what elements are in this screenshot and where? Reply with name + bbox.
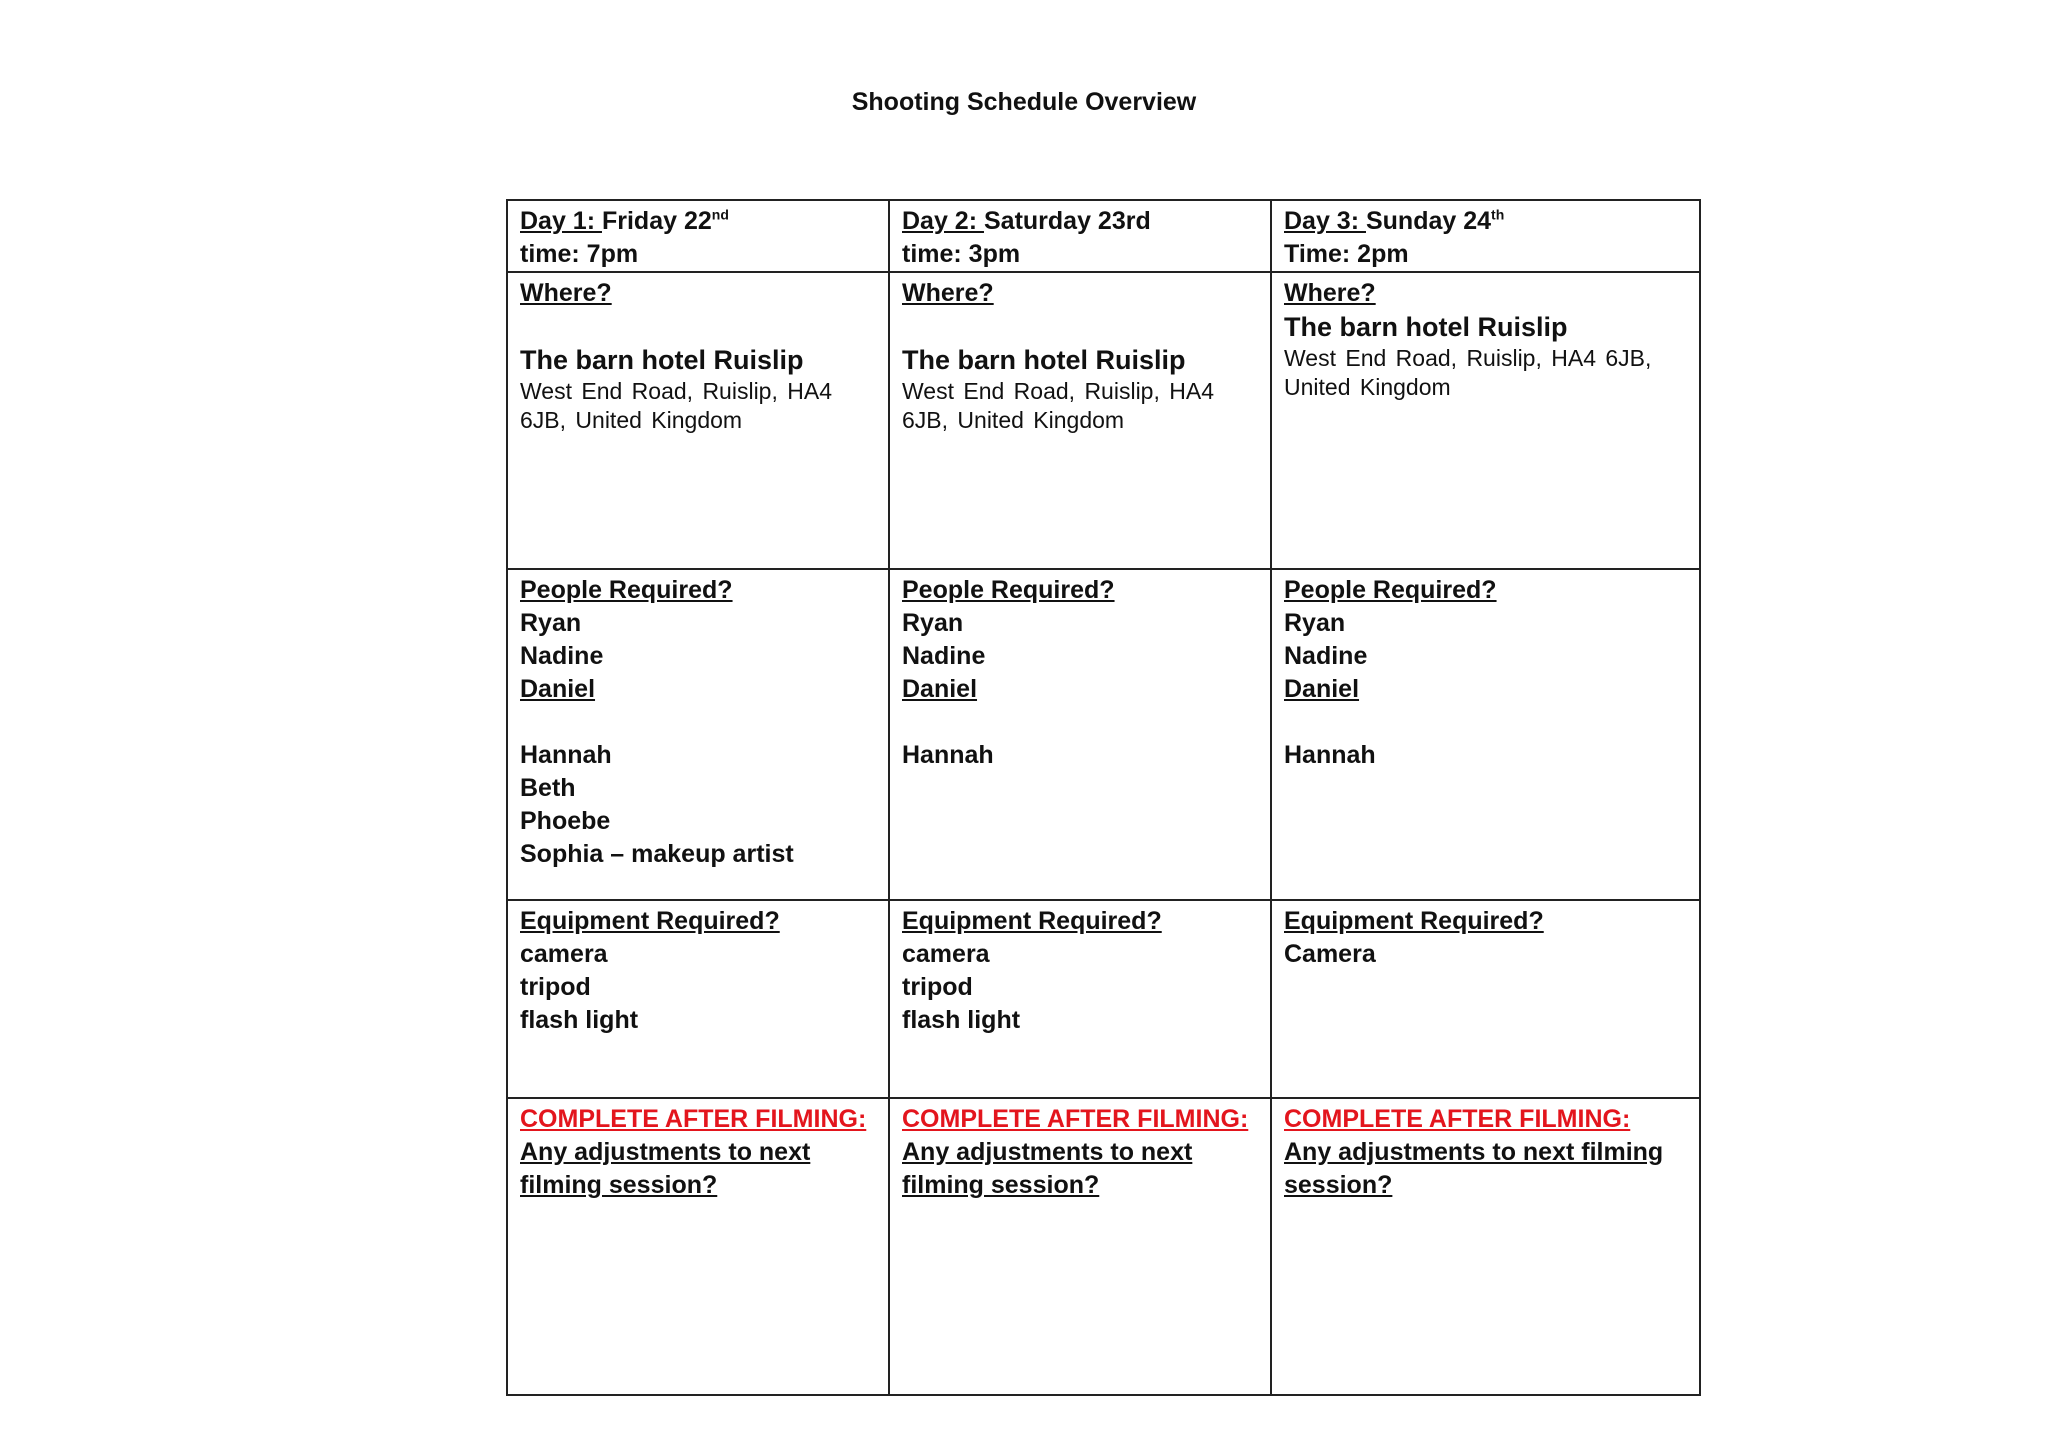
person-name: Hannah (520, 741, 612, 769)
person-name: Phoebe (520, 807, 611, 835)
where-heading: Where? (520, 279, 612, 307)
day-cell-3 (1271, 200, 1700, 272)
time-text: Time: 2pm (1284, 240, 1409, 268)
equipment-item: camera (520, 940, 608, 968)
day-name: Saturday 23rd (983, 207, 1151, 235)
equipment-item: tripod (902, 973, 973, 1001)
people-cell-2 (889, 569, 1271, 900)
where-cell-2 (889, 272, 1271, 569)
equipment-item: flash light (902, 1006, 1021, 1034)
where-cell-3 (1271, 272, 1700, 569)
venue-address: West End Road, Ruislip, HA4 6JB, United Kingdom (1284, 345, 1652, 400)
people-heading: People Required? (520, 576, 733, 604)
person-name: Hannah (902, 741, 994, 769)
venue-name: The barn hotel Ruislip (1284, 312, 1568, 342)
where-heading: Where? (1284, 279, 1376, 307)
equipment-item: flash light (520, 1006, 639, 1034)
people-cell-3 (1271, 569, 1700, 900)
venue-address: West End Road, Ruislip, HA4 6JB, United Kingdom (902, 378, 1214, 433)
person-name: Nadine (520, 642, 604, 670)
people-row (507, 569, 1700, 900)
person-name: Daniel (520, 675, 596, 703)
venue-name: The barn hotel Ruislip (902, 345, 1186, 375)
complete-after-filming-heading: COMPLETE AFTER FILMING: (902, 1105, 1249, 1133)
adjustments-question: Any adjustments to next filming session? (1284, 1138, 1664, 1199)
equipment-item: camera (902, 940, 990, 968)
venue-address: West End Road, Ruislip, HA4 6JB, United Kingdom (520, 378, 832, 433)
person-name: Nadine (1284, 642, 1368, 670)
day-name: Sunday 24 (1365, 207, 1492, 235)
person-name: Hannah (1284, 741, 1376, 769)
person-name: Daniel (902, 675, 978, 703)
person-name: Ryan (520, 609, 582, 637)
day-label: Day 1: (520, 207, 602, 235)
day-label: Day 2: (902, 207, 984, 235)
time-text: time: 7pm (520, 240, 639, 268)
adjustments-question: Any adjustments to next filming session? (902, 1138, 1193, 1199)
where-cell-1 (507, 272, 889, 569)
day-ordinal: nd (711, 206, 729, 223)
schedule-table (506, 199, 1701, 1396)
equipment-heading: Equipment Required? (902, 907, 1162, 935)
equipment-cell-1 (507, 900, 889, 1098)
person-name: Beth (520, 774, 576, 802)
day-ordinal: th (1491, 206, 1505, 223)
person-name: Ryan (902, 609, 964, 637)
person-name: Sophia – makeup artist (520, 840, 794, 868)
equipment-heading: Equipment Required? (520, 907, 780, 935)
time-text: time: 3pm (902, 240, 1021, 268)
venue-name: The barn hotel Ruislip (520, 345, 804, 375)
complete-after-filming-heading: COMPLETE AFTER FILMING: (1284, 1105, 1631, 1133)
after-filming-cell-3 (1271, 1098, 1700, 1395)
person-name: Nadine (902, 642, 986, 670)
equipment-heading: Equipment Required? (1284, 907, 1544, 935)
day-cell-2 (889, 200, 1271, 272)
day-label: Day 3: (1284, 207, 1366, 235)
equipment-row (507, 900, 1700, 1098)
day-cell-1 (507, 200, 889, 272)
people-heading: People Required? (1284, 576, 1497, 604)
day-row (507, 200, 1700, 272)
person-name: Daniel (1284, 675, 1360, 703)
where-heading: Where? (902, 279, 994, 307)
where-row (507, 272, 1700, 569)
day-name: Friday 22 (601, 207, 712, 235)
adjustments-question: Any adjustments to next filming session? (520, 1138, 811, 1199)
people-heading: People Required? (902, 576, 1115, 604)
equipment-item: Camera (1284, 940, 1376, 968)
equipment-cell-2 (889, 900, 1271, 1098)
equipment-cell-3 (1271, 900, 1700, 1098)
person-name: Ryan (1284, 609, 1346, 637)
after-filming-row (507, 1098, 1700, 1395)
after-filming-cell-2 (889, 1098, 1271, 1395)
page-title: Shooting Schedule Overview (851, 88, 1197, 116)
people-cell-1 (507, 569, 889, 900)
after-filming-cell-1 (507, 1098, 889, 1395)
complete-after-filming-heading: COMPLETE AFTER FILMING: (520, 1105, 867, 1133)
equipment-item: tripod (520, 973, 591, 1001)
